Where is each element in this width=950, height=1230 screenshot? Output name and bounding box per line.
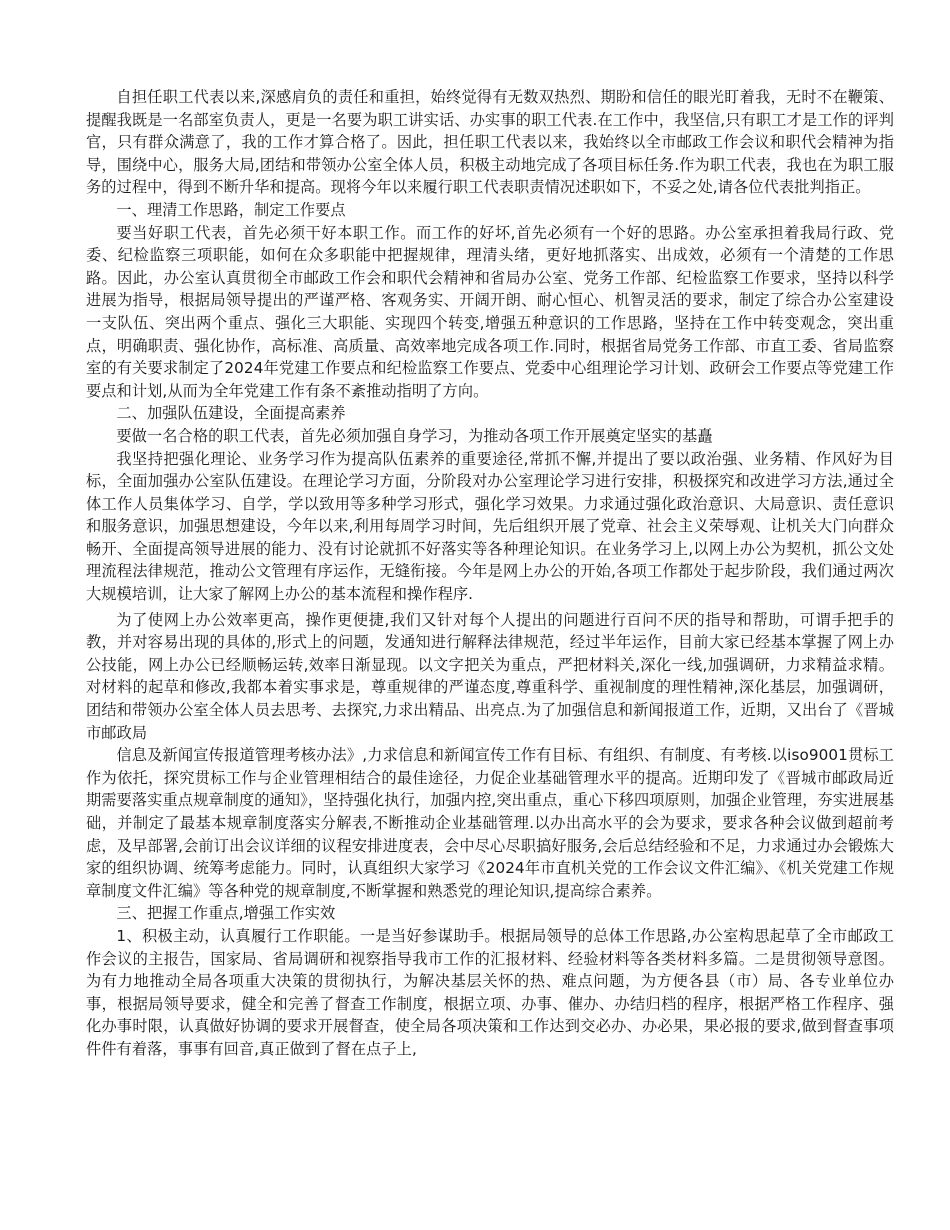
section-2-paragraph-d: 信息及新闻宣传报道管理考核办法》,力求信息和新闻宣传工作有目标、有组织、有制度、有考核.以iso9001贯标工作为依托，探究贯标工作与企业管理相结合的最佳途径，力促企业基础管理水平的提高。近期印发了《晋城市邮政局近期需要落实重点规章制度的通知》，坚持强化执行，加强内控,突出重点，重心下移四项原则，加强企业管理，夯实进展基础，并制定了最基本规章制度落实分解表,不断推动企业基础管理.以办出高水平的会为要求，要求各种会议做到超前考虑，及早部署,会前订出会议详细的议程安排进度表，会中尽心尽职搞好服务,会后总结经验和不足，力求通过办会锻炼大家的组织协调、统筹考虑能力。同时，认真组织大家学习《2024年市直机关党的工作会议文件汇编》、《机关党建工作规章制度文件汇编》等各种党的规章制度,不断掌握和熟悉党的理论知识,提高综合素养。 [86,746,894,900]
section-3-paragraph: 1、积极主动，认真履行工作职能。一是当好参谋助手。根据局领导的总体工作思路,办公室构思起草了全市邮政工作会议的主报告，国家局、省局调研和视察指导我市工作的汇报材料、经验材料等各类材料多篇。二是贯彻领导意图。为有力地推动全局各项重大决策的贯彻执行，为解决基层关怀的热、难点问题，为方便各县（市）局、各专业单位办事，根据局领导要求，健全和完善了督查工作制度，根据立项、办事、催办、办结归档的程序，根据严格工作程序、强化办事时限，认真做好协调的要求开展督查，使全局各项决策和工作达到交必办、办必果，果必报的要求,做到督查事项件件有着落，事事有回音,真正做到了督在点子上, [86,926,894,1058]
section-1-paragraph: 要当好职工代表，首先必须干好本职工作。而工作的好坏,首先必须有一个好的思路。办公室承担着我局行政、党委、纪检监察三项职能，如何在众多职能中把握规律，理清头绪，更好地抓落实、出成效，必须有一个清楚的工作思路。因此，办公室认真贯彻全市邮政工作会和职代会精神和省局办公室、党务工作部、纪检监察工作要求，坚持以科学进展为指导，根据局领导提出的严谨严格、客观务实、开阔开朗、耐心恒心、机智灵活的要求，制定了综合办公室建设一支队伍、突出两个重点、强化三大职能、实现四个转变,增强五种意识的工作思路，坚持在工作中转变观念，突出重点，明确职责、强化协作，高标准、高质量、高效率地完成各项工作.同时，根据省局党务工作部、市直工委、省局监察室的有关要求制定了2024年党建工作要点和纪检监察工作要点、党委中心组理论学习计划、政研会工作要点等党建工作要点和计划,从而为全年党建工作有条不紊推动指明了方向。 [86,223,894,400]
section-heading-2: 二、加强队伍建设，全面提高素养 [116,404,346,423]
section-heading-1: 一、理清工作思路，制定工作要点 [116,200,346,219]
section-2-paragraph-c: 为了使网上办公效率更高，操作更便捷,我们又针对每个人提出的问题进行百问不厌的指导和帮助，可谓手把手的教，并对容易出现的具体的,形式上的问题，发通知进行解释法律规范，经过半年运作，目前大家已经基本掌握了网上办公技能，网上办公已经顺畅运转,效率日渐显现。以文字把关为重点，严把材料关,深化一线,加强调研，力求精益求精。对材料的起草和修改,我都本着实事求是，尊重规律的严谨态度,尊重科学、重视制度的理性精神,深化基层，加强调研，团结和带领办公室全体人员去思考、去探究,力求出精品、出亮点.为了加强信息和新闻报道工作，近期，又出台了《晋城市邮政局 [86,610,894,742]
intro-paragraph: 自担任职工代表以来,深感肩负的责任和重担，始终觉得有无数双热烈、期盼和信任的眼光盯着我，无时不在鞭策、提醒我既是一名部室负责人，更是一名要为职工讲实话、办实事的职工代表.在工作中，我坚信,只有职工才是工作的评判官，只有群众满意了，我的工作才算合格了。因此，担任职工代表以来，我始终以全市邮政工作会议和职代会精神为指导，围绕中心，服务大局,团结和带领办公室全体人员，积极主动地完成了各项目标任务.作为职工代表，我也在为职工服务的过程中，得到不断升华和提高。现将今年以来履行职工代表职责情况述职如下，不妥之处,请各位代表批判指正。 [86,88,894,197]
section-2-paragraph-a: 要做一名合格的职工代表，首先必须加强自身学习，为推动各项工作开展奠定坚实的基矗 [116,426,713,445]
document-body [86,86,894,1061]
section-heading-3: 三、把握工作重点,增强工作实效 [116,904,336,923]
section-2-paragraph-b: 我坚持把强化理论、业务学习作为提高队伍素养的重要途径,常抓不懈,并提出了要以政治强、业务精、作风好为目标，全面加强办公室队伍建设。在理论学习方面，分阶段对办公室理论学习进行安排，积极探究和改进学习方法,通过全体工作人员集体学习、自学，学以致用等多种学习形式，强化学习效果。力求通过强化政治意识、大局意识、责任意识和服务意识，加强思想建设，今年以来,利用每周学习时间，先后组织开展了党章、社会主义荣辱观、让机关大门向群众畅开、全面提高领导进展的能力、没有讨论就抓不好落实等各种理论知识。在业务学习上,以网上办公为契机，抓公文处理流程法律规范，推动公文管理有序运作，无缝衔接。今年是网上办公的开始,各项工作都处于起步阶段，我们通过两次大规模培训，让大家了解网上办公的基本流程和操作程序. [86,449,894,604]
